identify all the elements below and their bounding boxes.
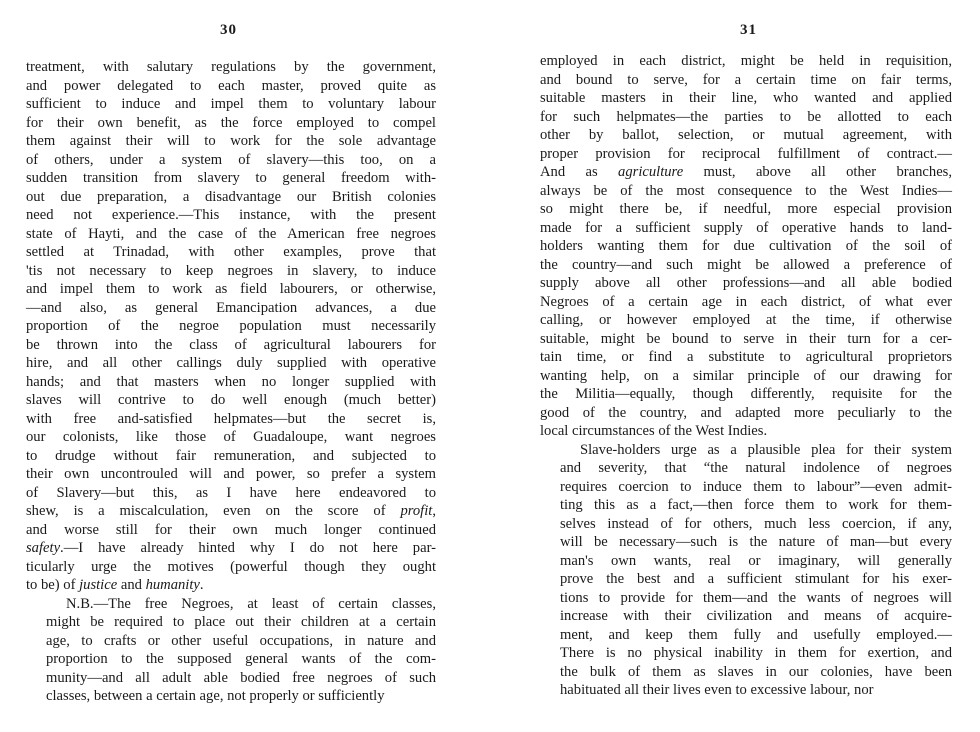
text-line: always be of the most consequence to the West Indies—: [540, 182, 952, 199]
text-line: and severity, that “the natural indolence of negroes: [560, 460, 952, 476]
text-line: need not experience.—This instance, with the present: [26, 207, 436, 223]
text-line: state of Hayti, and the case of the American free negroes: [26, 225, 436, 242]
text-line: tain time, or find a substitute to agricultural proprietors: [540, 349, 952, 365]
text-line: ment, and keep them fully and usefully employed.—: [560, 626, 952, 643]
text-line: settled at Trinadad, with other examples, prove that: [26, 244, 436, 260]
text-line: of Slavery—but this, as I have here endeavored to: [26, 484, 436, 501]
text-line: suitable, might be bound to serve in their turn for a cer-: [540, 330, 952, 347]
text-line: ticularly urge the motives (powerful though they ought: [26, 558, 436, 575]
text-line: supply above all other professions—and all able bodied: [540, 275, 952, 291]
text-line: good of the country, and adapted more peculiarly to the: [540, 404, 952, 421]
text-line: their own uncontrouled will and power, so prefer a system: [26, 466, 436, 482]
text-line: shew, is a miscalculation, even on the score of profit,: [26, 503, 436, 519]
text-line: wanting help, on a similar principle of our drawing for: [540, 367, 952, 384]
text-line: munity—and all adult able bodied free negroes of such: [46, 669, 436, 686]
text-line: them against their will to work for the sole advantage: [26, 133, 436, 149]
page-body: [540, 52, 952, 700]
text-line: proportion to the supposed general wants of the com-: [46, 651, 436, 667]
text-line: and bound to serve, for a certain time on fair terms,: [540, 71, 952, 88]
text-line: for their own benefit, as the force employed to compel: [26, 114, 436, 131]
text-line: other by ballot, selection, or mutual agreement, with: [540, 127, 952, 143]
text-line: N.B.—The free Negroes, at least of certain classes,: [66, 595, 436, 612]
left-page: [0, 0, 468, 732]
paragraph: [26, 595, 436, 706]
text-line: Negroes of a certain age in each district, of what ever: [540, 293, 952, 310]
text-line: suitable masters in their line, who wanted and applied: [540, 90, 952, 106]
right-page: [512, 0, 980, 732]
text-line: sudden transition from slavery to general freedom with-: [26, 170, 436, 186]
text-line: the Militia—equally, though differently, requisite for the: [540, 386, 952, 402]
text-line: safety.—I have already hinted why I do not here par-: [26, 540, 436, 556]
text-line: and worse still for their own much longer continued: [26, 521, 436, 538]
text-line: the bulk of them as slaves in our colonies, have been: [560, 663, 952, 680]
text-line: prove the best and a sufficient stimulant for his exer-: [560, 571, 952, 587]
text-line: hands; and that masters when no longer supplied with: [26, 373, 436, 390]
text-line: classes, between a certain age, not properly or sufficiently: [46, 688, 385, 704]
text-line: There is no physical inability in them for exertion, and: [560, 645, 952, 661]
text-line: so might there be, if needful, more especial provision: [540, 201, 952, 217]
paragraph: [540, 441, 952, 700]
text-line: proper provision for reciprocal fulfillment of contract.—: [540, 145, 952, 162]
text-line: hire, and all other callings duly supplied with operative: [26, 355, 436, 371]
text-line: age, to crafts or other useful occupations, in nature and: [46, 632, 436, 649]
page-number: 30: [220, 22, 237, 38]
text-line: and power delegated to each master, proved quite as: [26, 77, 436, 94]
text-line: to be) of justice and humanity.: [26, 577, 204, 593]
text-line: with free and-satisfied helpmates—but the secret is,: [26, 410, 436, 427]
text-line: 'tis not necessary to keep negroes in slavery, to induce: [26, 262, 436, 279]
text-line: sufficient to induce and impel them to voluntary labour: [26, 96, 436, 112]
text-line: Slave-holders urge as a plausible plea for their system: [580, 441, 952, 458]
paragraph: [540, 52, 952, 441]
text-line: man's own wants, real or imaginary, will generally: [560, 552, 952, 569]
text-line: for such helpmates—the parties to be allotted to each: [540, 108, 952, 125]
text-line: holders wanting them for due cultivation of the soil of: [540, 238, 952, 254]
text-line: our colonists, like those of Guadaloupe, want negroes: [26, 429, 436, 445]
text-line: made for a sufficient supply of operative hands to land-: [540, 219, 952, 236]
text-line: proportion of the negroe population must necessarily: [26, 318, 436, 334]
text-line: will be necessary—such is the nature of man—but every: [560, 534, 952, 550]
text-line: ting this as a fact,—then force them to work for them-: [560, 497, 952, 513]
text-line: and impel them to work as field labourers, or otherwise,: [26, 281, 436, 297]
text-line: And as agriculture must, above all other branches,: [540, 164, 953, 180]
text-line: habituated all their lives even to excessive labour, nor: [560, 682, 874, 698]
text-line: —and also, as general Emancipation advances, a due: [26, 299, 436, 316]
page-body: [26, 58, 436, 706]
text-line: of others, under a system of slavery—this too, on a: [26, 151, 436, 168]
text-line: tions to provide for them—and the wants of negroes will: [560, 589, 952, 606]
text-line: might be required to place out their children at a certain: [46, 614, 436, 630]
text-line: requires coercion to induce them to labour”—even admit-: [560, 478, 952, 495]
text-line: out due preparation, a disadvantage our British colonies: [26, 188, 436, 205]
text-line: calling, or however employed at the time, if otherwise: [540, 312, 952, 328]
page-number: 31: [740, 22, 757, 38]
text-line: increase with their civilization and means of acquire-: [560, 608, 952, 624]
text-line: to drudge without fair remuneration, and subjected to: [26, 447, 436, 464]
text-line: employed in each district, might be held in requisition,: [540, 53, 952, 69]
text-line: slaves will contrive to do well enough (much better): [26, 392, 436, 408]
text-line: local circumstances of the West Indies.: [540, 423, 768, 439]
text-line: selves instead of for others, much less coercion, if any,: [560, 515, 952, 532]
text-line: treatment, with salutary regulations by the government,: [26, 59, 436, 75]
text-line: the country—and such might be allowed a preference of: [540, 256, 952, 273]
text-line: be thrown into the class of agricultural labourers for: [26, 336, 436, 353]
paragraph: [26, 58, 436, 595]
